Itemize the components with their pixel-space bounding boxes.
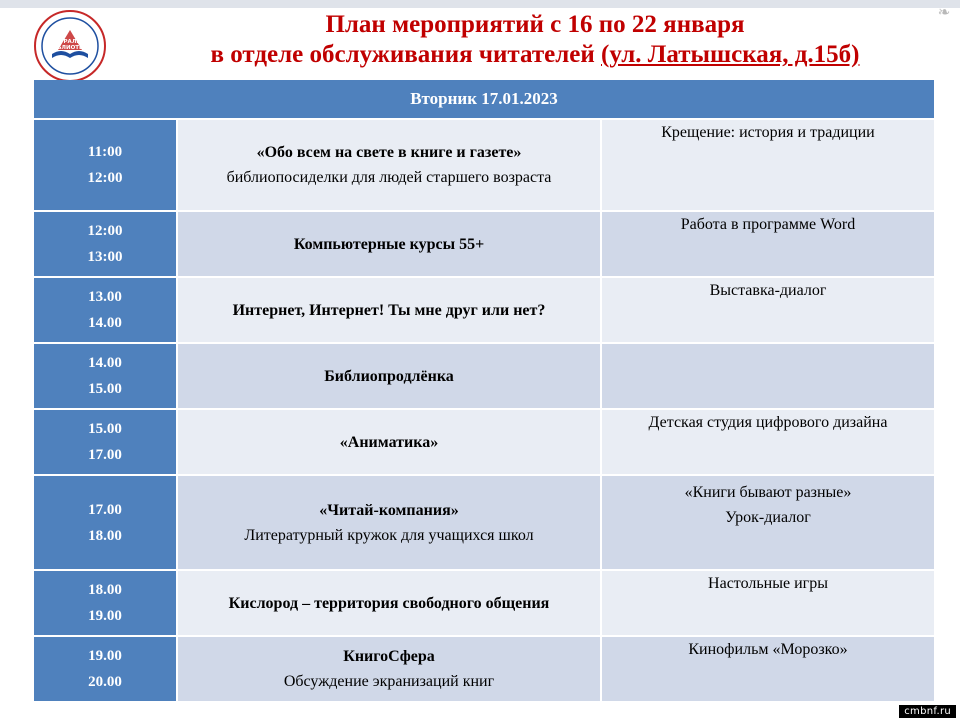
schedule-row: [34, 344, 934, 410]
end-time: 20.00: [88, 674, 122, 690]
note-cell: [602, 637, 934, 701]
schedule-table: [34, 80, 934, 701]
time-cell: [34, 120, 178, 210]
note-cell: [602, 410, 934, 474]
note-line-1: Выставка-диалог: [709, 282, 827, 299]
title-department: в отделе обслуживания читателей: [210, 41, 595, 68]
note-cell: [602, 476, 934, 569]
note-cell: [602, 120, 934, 210]
event-cell: [178, 571, 602, 635]
time-cell: [34, 476, 178, 569]
event-cell: [178, 637, 602, 701]
schedule-row: [34, 278, 934, 344]
note-line-1: Кинофильм «Морозко»: [688, 641, 848, 658]
note-cell: [602, 212, 934, 276]
schedule-row: [34, 410, 934, 476]
top-decor-stripe: [0, 0, 960, 8]
event-cell: [178, 410, 602, 474]
event-cell: [178, 278, 602, 342]
corner-decor-icon: ❧: [937, 3, 951, 21]
note-cell: [602, 278, 934, 342]
schedule-row: [34, 571, 934, 637]
schedule-row: [34, 120, 934, 212]
svg-text:ЦЕНТРАЛЬНАЯ: ЦЕНТРАЛЬНАЯ: [46, 39, 94, 45]
end-time: 12:00: [87, 170, 123, 186]
time-cell: [34, 278, 178, 342]
note-line-1: «Книги бывают разные»: [684, 484, 852, 501]
time-cell: [34, 212, 178, 276]
note-line-1: Детская студия цифрового дизайна: [648, 414, 888, 431]
time-cell: [34, 344, 178, 408]
start-time: 19.00: [88, 648, 122, 664]
event-title: «Читай-компания»: [319, 501, 459, 519]
end-time: 14.00: [88, 315, 122, 331]
note-line-1: Настольные игры: [708, 575, 828, 592]
event-title: Кислород – территория свободного общения: [228, 594, 550, 612]
event-title: Библиопродлёнка: [324, 367, 454, 385]
svg-text:БИБЛИОТЕКА: БИБЛИОТЕКА: [48, 45, 92, 51]
event-title: «Обо всем на свете в книге и газете»: [256, 144, 522, 161]
end-time: 19.00: [88, 608, 122, 624]
event-title: «Аниматика»: [339, 433, 439, 451]
event-cell: [178, 344, 602, 408]
site-watermark: cmbnf.ru: [899, 705, 956, 718]
start-time: 13.00: [88, 289, 122, 305]
time-cell: [34, 637, 178, 701]
note-cell: [602, 344, 934, 408]
note-line-1: Крещение: история и традиции: [661, 124, 875, 141]
event-title: КнигоСфера: [343, 648, 435, 665]
library-logo: [34, 10, 106, 82]
note-line-1: Работа в программе Word: [680, 216, 856, 233]
schedule-row: [34, 212, 934, 278]
event-cell: [178, 476, 602, 569]
event-title: Интернет, Интернет! Ты мне друг или нет?: [232, 301, 546, 319]
start-time: 12:00: [87, 223, 123, 239]
title-address: (ул. Латышская, д.15б): [601, 41, 860, 68]
event-subtitle: библиопосиделки для людей старшего возраста: [226, 169, 552, 186]
event-title: Компьютерные курсы 55+: [293, 235, 485, 253]
start-time: 11:00: [87, 144, 123, 160]
day-header: Вторник 17.01.2023: [34, 80, 934, 120]
event-cell: [178, 212, 602, 276]
end-time: 15.00: [88, 381, 122, 397]
start-time: 18.00: [88, 582, 122, 598]
note-cell: [602, 571, 934, 635]
event-subtitle: Обсуждение экранизаций книг: [283, 673, 495, 690]
event-cell: [178, 120, 602, 210]
time-cell: [34, 571, 178, 635]
end-time: 18.00: [88, 527, 122, 544]
schedule-row: [34, 637, 934, 701]
end-time: 17.00: [88, 447, 122, 463]
event-subtitle: Литературный кружок для учащихся школ: [244, 526, 534, 544]
schedule-row: [34, 476, 934, 571]
title-line-1: План мероприятий с 16 по 22 января: [325, 11, 745, 38]
note-line-2: Урок-диалог: [725, 509, 811, 526]
end-time: 13:00: [87, 249, 123, 265]
start-time: 15.00: [88, 421, 122, 437]
title-line-2: [120, 40, 950, 70]
start-time: 14.00: [88, 355, 122, 371]
page-title: [120, 10, 950, 70]
time-cell: [34, 410, 178, 474]
start-time: 17.00: [88, 501, 122, 518]
